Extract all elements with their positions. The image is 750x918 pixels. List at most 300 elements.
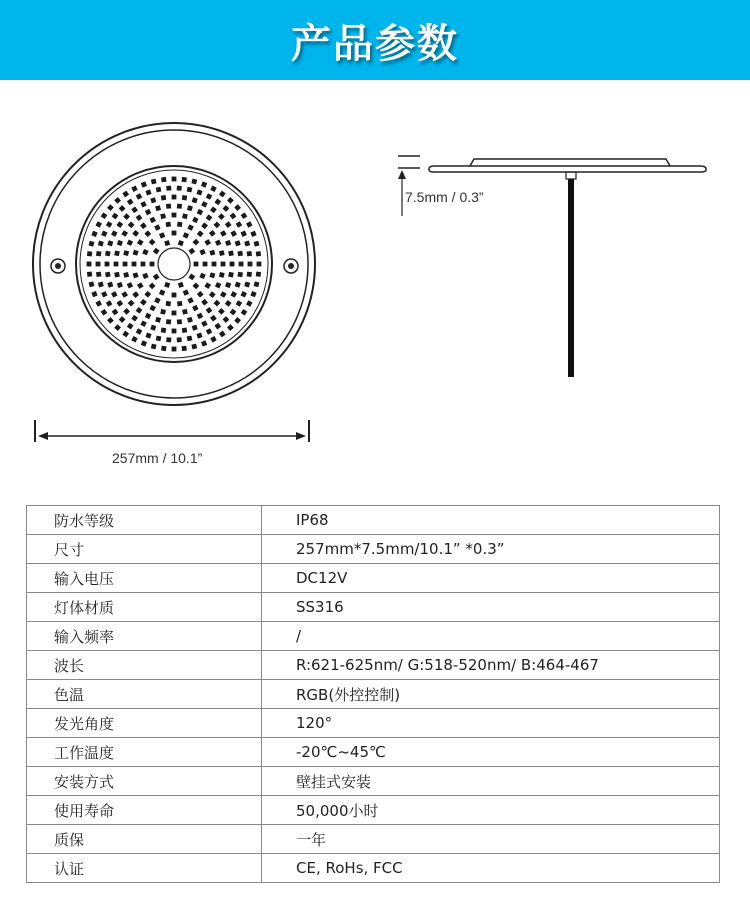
led-chip [230,291,236,297]
spec-row [27,651,720,680]
led-chip [235,240,241,246]
product-diagram [0,80,750,500]
led-chip [145,313,151,319]
led-chip [219,272,225,278]
led-chip [114,324,121,331]
led-chip [227,197,234,204]
led-chip [214,323,221,330]
led-array [87,177,262,352]
led-chip [182,195,187,200]
led-chip [227,324,234,331]
header-banner [0,0,750,80]
led-chip [140,222,147,229]
led-chip [141,340,147,346]
led-chip [136,193,142,199]
led-chip [144,291,151,298]
led-chip [206,307,213,314]
led-chip [107,240,113,246]
led-chip [107,204,114,211]
led-chip [121,230,128,237]
led-chip [228,272,234,278]
led-chip [182,346,187,351]
led-chip [156,336,162,342]
led-chip [127,199,134,206]
led-chip [182,177,187,182]
mounting-hole-right [284,259,298,273]
led-chip [166,186,171,191]
led-chip [248,262,253,267]
led-chip [209,272,215,278]
led-chip [187,205,193,211]
led-chip [145,189,151,195]
led-chip [112,309,119,316]
led-chip [166,204,171,209]
led-chip [116,221,123,228]
led-chip [187,224,193,230]
led-chip [131,315,138,322]
led-chip [114,250,120,256]
led-chip [145,209,151,215]
led-chip [201,201,207,207]
led-chip [210,185,216,191]
led-chip [206,214,213,221]
led-chip [257,262,262,267]
led-chip [230,262,235,267]
led-chip [225,300,232,307]
led-chip [191,344,197,350]
led-chip [256,272,261,277]
spec-label: 工作温度 [27,738,262,767]
led-chip [193,283,200,290]
spec-label: 防水等级 [27,506,262,535]
led-chip [87,251,92,256]
led-chip [201,320,207,326]
led-chip [201,222,208,229]
led-chip [123,262,128,267]
led-chip [215,239,221,245]
led-chip [119,205,126,212]
led-chip [172,311,177,316]
spec-row [27,709,720,738]
page-title: 产品参数 [291,20,459,67]
led-chip [247,251,252,256]
led-chip [182,327,187,332]
spec-label: 认证 [27,854,262,883]
led-chip [101,309,108,316]
led-chip [127,282,133,288]
led-chip [241,309,248,316]
led-chip [122,191,129,198]
led-chip [87,272,92,277]
spec-value: CE, RoHs, FCC [262,854,720,883]
led-chip [214,199,221,206]
led-chip [121,291,128,298]
spec-value: 50,000小时 [262,796,720,825]
led-chip [225,221,232,228]
led-chip [241,291,247,297]
led-chip [235,282,241,288]
led-chip [177,222,182,227]
led-chip [206,193,212,199]
led-chip [142,249,148,255]
led-chip [241,231,247,237]
spec-label: 灯体材质 [27,593,262,622]
led-chip [131,336,137,342]
led-chip [140,320,146,326]
led-chip [199,249,205,255]
led-chip [89,281,95,287]
led-chip [244,282,250,288]
spec-row [27,680,720,709]
led-chip [119,316,126,323]
led-chip [136,214,143,221]
led-chip [182,213,188,219]
spec-value: 一年 [262,825,720,854]
led-chip [209,250,215,256]
led-chip [122,331,129,338]
spec-label: 尺寸 [27,535,262,564]
led-chip [192,197,198,203]
led-chip [123,272,129,278]
diameter-dimension [35,420,309,442]
led-chip [225,240,231,246]
led-chip [172,347,177,352]
spec-row [27,622,720,651]
led-chip [254,241,260,247]
led-chip [140,299,147,306]
led-chip [177,337,182,342]
spec-value: DC12V [262,564,720,593]
led-chip [250,291,256,297]
led-chip [161,327,166,332]
led-chip [149,283,156,290]
led-chip [241,212,248,219]
led-chip [133,250,139,256]
led-chip [160,309,166,315]
led-chip [212,262,217,267]
led-chip [101,291,107,297]
led-chip [210,206,217,213]
led-chip [219,191,226,198]
spec-row [27,593,720,622]
led-chip [187,297,193,303]
spec-row [27,738,720,767]
led-chip [218,213,225,220]
led-chip [236,300,243,307]
dimension-drawing [0,80,750,500]
led-chip [214,222,221,229]
spec-label: 波长 [27,651,262,680]
spec-value: IP68 [262,506,720,535]
led-chip [177,301,182,306]
led-chip [234,317,241,324]
led-chip [105,262,110,267]
led-chip [150,262,155,267]
led-chip [149,217,155,223]
led-chip [196,333,202,339]
led-chip [105,251,110,256]
led-chip [220,230,227,237]
led-chip [177,204,182,209]
led-chip [199,273,205,279]
led-chip [107,282,113,288]
led-chip [193,239,200,246]
led-chip [107,317,114,324]
led-chip [187,187,193,193]
led-chip [153,248,160,255]
led-chip [201,340,207,346]
led-chip [117,240,123,246]
led-chip [127,323,134,330]
led-chip [197,313,203,319]
led-chip [223,316,230,323]
led-chip [218,308,225,315]
led-chip [96,262,101,267]
led-chip [197,209,203,215]
led-chip [133,272,139,278]
led-chip [201,181,207,187]
led-chip [166,222,171,227]
led-chip [236,221,243,228]
led-chip [95,300,101,306]
spec-value: -20℃~45℃ [262,738,720,767]
led-chip [96,272,101,277]
led-chip [98,282,104,288]
thickness-label: 7.5mm / 0.3” [405,189,484,205]
led-chip [89,241,95,247]
led-chip [161,177,166,182]
led-chip [166,337,171,342]
led-chip [136,328,142,334]
spec-value: SS316 [262,593,720,622]
led-chip [219,331,226,338]
mounting-hole-left [51,259,65,273]
led-chip [220,291,227,298]
led-chip [161,195,166,200]
spec-row [27,796,720,825]
led-chip [155,317,161,323]
spec-row [27,854,720,883]
led-chip [154,224,160,230]
led-chip [223,205,230,212]
led-chip [132,291,139,298]
led-chip [91,231,97,237]
spec-value: 壁挂式安装 [262,767,720,796]
led-chip [234,204,241,211]
led-chip [112,213,119,220]
led-chip [237,272,242,277]
led-chip [250,231,256,237]
led-chip [191,179,197,185]
led-chip [131,185,137,191]
led-chip [196,189,202,195]
led-chip [246,221,252,227]
led-chip [114,272,120,278]
spec-label: 输入电压 [27,564,262,593]
led-chip [111,230,117,236]
led-chip [149,239,156,246]
led-chip [215,282,221,288]
led-chip [230,230,236,236]
spec-value: 257mm*7.5mm/10.1” *0.3” [262,535,720,564]
led-chip [145,333,151,339]
led-chip [221,262,226,267]
led-chip [106,221,113,228]
led-chip [154,297,160,303]
spec-row [27,506,720,535]
led-chip [91,291,97,297]
led-chip [192,325,198,331]
led-chip [172,329,177,334]
led-chip [172,231,177,236]
led-chip [160,213,166,219]
led-chip [116,300,123,307]
led-chip [136,307,143,314]
led-chip [188,248,195,255]
spec-row [27,564,720,593]
led-chip [114,262,119,267]
led-chip [123,250,129,256]
spec-label: 质保 [27,825,262,854]
led-chip [95,221,101,227]
led-chip [192,217,198,223]
led-chip [197,291,204,298]
led-chip [239,262,244,267]
led-chip [203,262,208,267]
led-chip [244,241,250,247]
led-chip [204,239,211,246]
spec-value: RGB(外控控制) [262,680,720,709]
thickness-dimension [398,156,420,216]
led-chip [183,232,189,238]
led-chip [142,273,148,279]
lamp-front-view [33,123,315,405]
led-chip [156,187,162,193]
led-chip [172,177,177,182]
spec-row [27,825,720,854]
led-chip [164,240,170,246]
led-chip [187,317,193,323]
spec-row [27,767,720,796]
led-chip [178,240,184,246]
led-chip [132,262,137,267]
led-chip [137,282,144,289]
led-chip [194,262,199,267]
led-chip [166,301,171,306]
led-chip [153,274,160,281]
led-chip [137,239,144,246]
led-chip [105,272,110,277]
led-chip [164,282,170,288]
led-chip [111,291,117,297]
led-chip [132,230,139,237]
spec-value: / [262,622,720,651]
led-chip [131,206,138,213]
led-chip [172,293,177,298]
spec-value: R:621-625nm/ G:518-520nm/ B:464-467 [262,651,720,680]
spec-label: 色温 [27,680,262,709]
spec-label: 输入频率 [27,622,262,651]
led-chip [172,213,177,218]
led-chip [246,300,252,306]
led-chip [166,319,171,324]
led-chip [87,262,92,267]
led-chip [155,205,161,211]
led-chip [140,201,146,207]
led-chip [209,230,216,237]
led-chip [161,346,166,351]
led-chip [151,179,157,185]
led-chip [144,230,151,237]
led-chip [128,222,135,229]
led-chip [192,305,198,311]
led-chip [150,197,156,203]
led-chip [183,289,189,295]
led-chip [188,274,195,281]
led-chip [219,250,225,256]
led-chip [141,181,147,187]
led-chip [123,213,130,220]
led-chip [101,212,108,219]
led-chip [206,328,212,334]
led-chip [150,325,156,331]
led-chip [254,281,260,287]
led-chip [210,336,216,342]
led-chip [214,300,221,307]
led-chip [159,232,165,238]
led-chip [225,282,231,288]
spec-label: 安装方式 [27,767,262,796]
led-chip [187,336,193,342]
led-chip [204,282,211,289]
led-chip [149,305,155,311]
led-chip [178,282,184,288]
led-chip [172,195,177,200]
led-chip [151,344,157,350]
led-chip [127,239,133,245]
led-chip [159,289,165,295]
spec-table [26,505,720,883]
led-chip [197,230,204,237]
diameter-label: 257mm / 10.1” [112,450,203,466]
spec-label: 使用寿命 [27,796,262,825]
led-chip [114,197,121,204]
led-chip [128,300,135,307]
led-chip [230,213,237,220]
led-chip [230,309,237,316]
led-chip [177,186,182,191]
led-chip [98,241,104,247]
led-chip [182,309,188,315]
led-chip [106,300,113,307]
led-chip [247,272,252,277]
led-chip [101,231,107,237]
spec-label: 发光角度 [27,709,262,738]
led-chip [177,319,182,324]
led-chip [210,315,217,322]
led-chip [117,282,123,288]
led-chip [256,251,261,256]
led-chip [237,251,242,256]
spec-row [27,535,720,564]
led-chip [209,291,216,298]
led-chip [141,262,146,267]
led-chip [201,299,208,306]
led-chip [96,251,101,256]
led-chip [123,308,130,315]
led-chip [228,250,234,256]
spec-value: 120° [262,709,720,738]
